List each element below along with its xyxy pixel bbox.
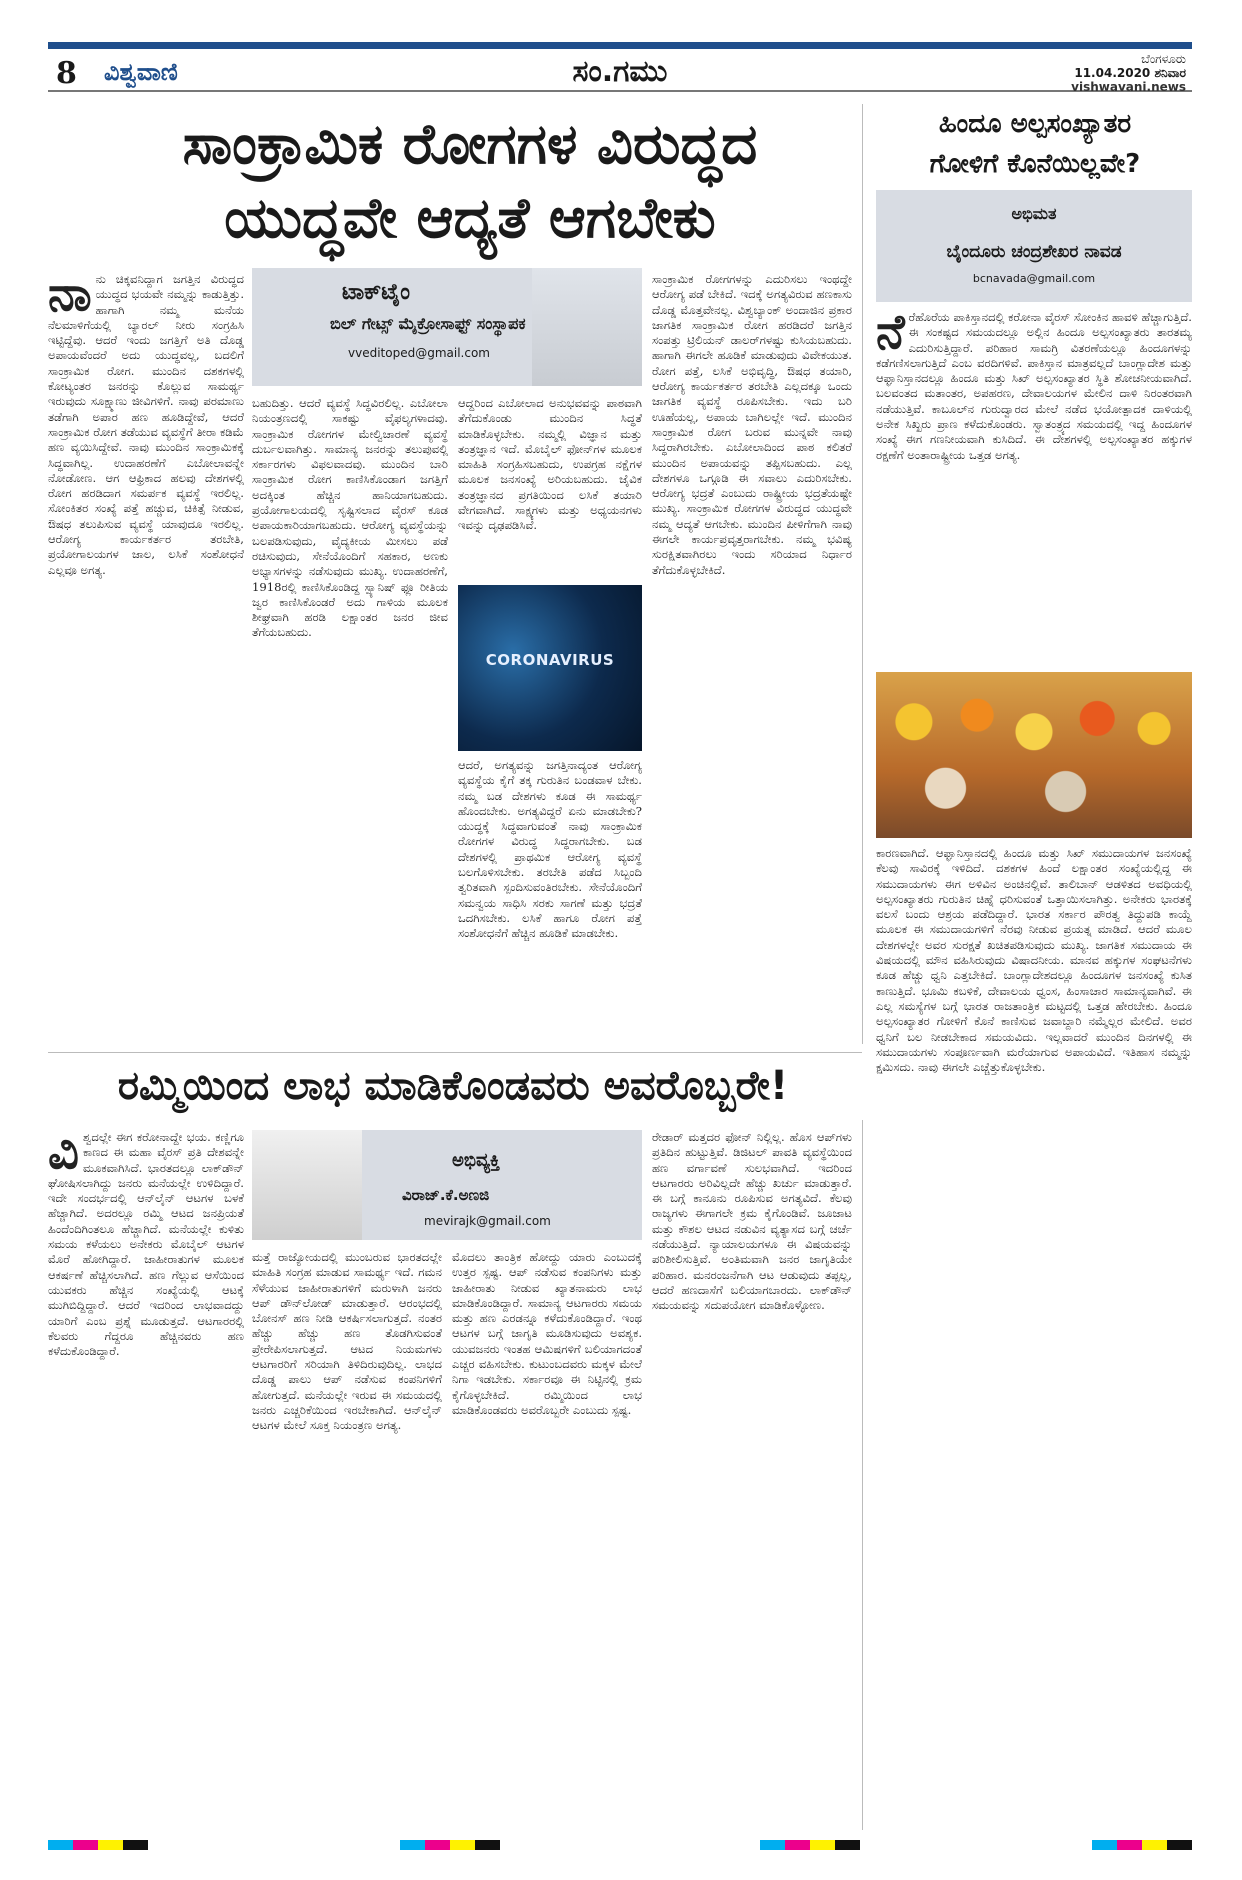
registration-marks	[760, 1840, 860, 1850]
second-byline-box	[252, 1130, 642, 1240]
author-email: bcnavada@gmail.com	[972, 272, 1096, 285]
opinion-col-2: ಕಾರಣವಾಗಿದೆ. ಆಫ್ಘಾನಿಸ್ತಾನದಲ್ಲಿ ಹಿಂದೂ ಮತ್ತು ಸಿಖ್ ಸಮುದಾಯಗಳ ಜನಸಂಖ್ಯೆ ಕೆಲವು ಸಾವಿರಕ್ಕೆ ಇಳಿದಿದೆ. ದಶಕಗಳ ಹಿಂದೆ ಲಕ್ಷಾಂತರ ಸಂಖ್ಯೆಯಲ್ಲಿದ್ದ ಈ ಸಮುದಾಯಗಳು ಈಗ ಅಳಿವಿನ ಅಂಚಿನಲ್ಲಿವೆ. ತಾಲಿಬಾನ್ ಆಡಳಿತದ ಅವಧಿಯಲ್ಲಿ ಅಲ್ಪಸಂಖ್ಯಾತರು ಗುರುತಿನ ಚಿಹ್ನೆ ಧರಿಸುವಂತೆ ಒತ್ತಾಯಿಸಲಾಗಿತ್ತು. ಅನೇಕರು ಭಾರತಕ್ಕೆ ವಲಸೆ ಬಂದು ಆಶ್ರಯ ಪಡೆದಿದ್ದಾರೆ. ಭಾರತ ಸರ್ಕಾರ ಪೌರತ್ವ ತಿದ್ದುಪಡಿ ಕಾಯ್ದೆ ಮೂಲಕ ಈ ಸಮುದಾಯಗಳಿಗೆ ನೆರವು ನೀಡುವ ಪ್ರಯತ್ನ ಮಾಡಿದೆ. ಆದರೆ ಮೂಲ ದೇಶಗಳಲ್ಲೇ ಅವರ ಸುರಕ್ಷತೆ ಖಚಿತಪಡಿಸುವುದು ಮುಖ್ಯ. ಜಾಗತಿಕ ಸಮುದಾಯ ಈ ವಿಷಯದಲ್ಲಿ ಮೌನ ವಹಿಸಿರುವುದು ವಿಷಾದನೀಯ. ಮಾನವ ಹಕ್ಕುಗಳ ಸಂಘಟನೆಗಳು ಕೂಡ ಹೆಚ್ಚು ಧ್ವನಿ ಎತ್ತಬೇಕಿದೆ. ಬಾಂಗ್ಲಾದೇಶದಲ್ಲೂ ಹಿಂದೂಗಳ ಜನಸಂಖ್ಯೆ ಕುಸಿತ ಕಾಣುತ್ತಿದೆ. ಭೂಮಿ ಕಬಳಿಕೆ, ದೇವಾಲಯ ಧ್ವಂಸ, ಹಿಂಸಾಚಾರ ಸಾಮಾನ್ಯವಾಗಿವೆ. ಈ ಎಲ್ಲ ಸಮಸ್ಯೆಗಳ ಬಗ್ಗೆ ಭಾರತ ರಾಜತಾಂತ್ರಿಕ ಮಟ್ಟದಲ್ಲಿ ಒತ್ತಡ ಹೇರಬೇಕು. ಹಿಂದೂ ಅಲ್ಪಸಂಖ್ಯಾತರ ಗೋಳಿಗೆ ಕೊನೆ ಕಾಣಿಸುವ ಜವಾಬ್ದಾರಿ ನಮ್ಮೆಲ್ಲರ ಮೇಲಿದೆ. ಅವರ ಧ್ವನಿಗೆ ಬಲ ನೀಡಬೇಕಾದ ಸಮಯವಿದು. ಇಲ್ಲವಾದರೆ ಮುಂದಿನ ದಿನಗಳಲ್ಲಿ ಈ ಸಮುದಾಯಗಳು ಸಂಪೂರ್ಣವಾಗಿ ಮರೆಯಾಗುವ ಅಪಾಯವಿದೆ. ಇತಿಹಾಸ ನಮ್ಮನ್ನು ಕ್ಷಮಿಸದು. ನಾವು ಈಗಲೇ ಎಚ್ಚೆತ್ತುಕೊಳ್ಳಬೇಕು.	[876, 846, 1192, 1075]
section-title: ಸಂ.ಗಮು	[572, 54, 668, 89]
opinion-headline-line2: ಗೋಳಿಗೆ ಕೊನೆಯಿಲ್ಲವೇ?	[929, 149, 1141, 179]
column-name: ಅಭಿವ್ಯಕ್ತಿ	[452, 1150, 500, 1171]
second-col-1-text: ಶ್ವದಲ್ಲೇ ಈಗ ಕರೋನಾದ್ದೇ ಭಯ. ಕಣ್ಣಿಗೂ ಕಾಣದ ಈ ಮಹಾ ವೈರಸ್ ಪ್ರತಿ ದೇಶವನ್ನೇ ಮೂಕವಾಗಿಸಿದೆ. ಭಾರತದಲ್ಲೂ ಲಾಕ್‌ಡೌನ್ ಘೋಷಿಸಲಾಗಿದ್ದು ಜನರು ಮನೆಯಲ್ಲೇ ಉಳಿದಿದ್ದಾರೆ. ಇದೇ ಸಂದರ್ಭದಲ್ಲಿ ಆನ್‌ಲೈನ್ ಆಟಗಳ ಬಳಕೆ ಹೆಚ್ಚಾಗಿದೆ. ಅದರಲ್ಲೂ ರಮ್ಮಿ ಆಟದ ಜನಪ್ರಿಯತೆ ಹಿಂದೆಂದಿಗಿಂತಲೂ ಹೆಚ್ಚಾಗಿದೆ. ಮನೆಯಲ್ಲೇ ಕುಳಿತು ಸಮಯ ಕಳೆಯಲು ಅನೇಕರು ಮೊಬೈಲ್ ಆಟಗಳ ಮೊರೆ ಹೋಗಿದ್ದಾರೆ. ಜಾಹೀರಾತುಗಳ ಮೂಲಕ ಆಕರ್ಷಣೆ ಹೆಚ್ಚಿಸಲಾಗಿದೆ. ಹಣ ಗೆಲ್ಲುವ ಆಸೆಯಿಂದ ಯುವಕರು ಹೆಚ್ಚಿನ ಸಂಖ್ಯೆಯಲ್ಲಿ ಆಟಕ್ಕೆ ಮುಗಿಬಿದ್ದಿದ್ದಾರೆ. ಆದರೆ ಇದರಿಂದ ಲಾಭವಾದದ್ದು ಯಾರಿಗೆ ಎಂಬ ಪ್ರಶ್ನೆ ಮೂಡುತ್ತದೆ. ಆಟಗಾರರಲ್ಲಿ ಕೆಲವರು ಗೆದ್ದರೂ ಹೆಚ್ಚಿನವರು ಹಣ ಕಳೆದುಕೊಂಡಿದ್ದಾರೆ.	[48, 1130, 244, 1359]
top-rule	[48, 42, 1192, 49]
column-name: ಟಾಕ್‌ಟೈಂ	[342, 280, 410, 305]
second-col-3: ಮೊದಲು ತಾಂತ್ರಿಕ ಹೋದ್ದು ಯಾರು ಎಂಬುದಕ್ಕೆ ಉತ್ತರ ಸ್ಪಷ್ಟ. ಆಪ್ ನಡೆಸುವ ಕಂಪನಿಗಳು ಮತ್ತು ಜಾಹೀರಾತು ನೀಡುವ ಖ್ಯಾತನಾಮರು ಲಾಭ ಮಾಡಿಕೊಂಡಿದ್ದಾರೆ. ಸಾಮಾನ್ಯ ಆಟಗಾರರು ಸಮಯ ಮತ್ತು ಹಣ ಎರಡನ್ನೂ ಕಳೆದುಕೊಂಡಿದ್ದಾರೆ. ಇಂಥ ಆಟಗಳ ಬಗ್ಗೆ ಜಾಗೃತಿ ಮೂಡಿಸುವುದು ಅವಶ್ಯಕ. ಯುವಜನರು ಇಂತಹ ಆಮಿಷಗಳಿಗೆ ಬಲಿಯಾಗದಂತೆ ಎಚ್ಚರ ವಹಿಸಬೇಕು. ಕುಟುಂಬದವರು ಮಕ್ಕಳ ಮೇಲೆ ನಿಗಾ ಇಡಬೇಕು. ಸರ್ಕಾರವೂ ಈ ನಿಟ್ಟಿನಲ್ಲಿ ಕ್ರಮ ಕೈಗೊಳ್ಳಬೇಕಿದೆ. ರಮ್ಮಿಯಿಂದ ಲಾಭ ಮಾಡಿಕೊಂಡವರು ಅವರೊಬ್ಬರೇ ಎಂಬುದು ಸ್ಪಷ್ಟ.	[452, 1250, 642, 1417]
page-number: 8	[56, 56, 77, 91]
author: ಬೈಂದೂರು ಚಂದ್ರಶೇಖರ ನಾವಡ	[946, 242, 1122, 262]
opinion-headline	[880, 104, 1190, 184]
opinion-headline-line1: ಹಿಂದೂ ಅಲ್ಪಸಂಖ್ಯಾತರ	[938, 109, 1132, 139]
date: 11.04.2020 ಶನಿವಾರ	[1074, 66, 1186, 80]
second-col-4: ರೇಡಾರ್ ಮತ್ತದರ ಫೋನ್ ನಿಲ್ಲಿಲ್ಲ. ಹೊಸ ಆಪ್‌ಗಳು ಪ್ರತಿದಿನ ಹುಟ್ಟುತ್ತಿವೆ. ಡಿಜಿಟಲ್ ಪಾವತಿ ವ್ಯವಸ್ಥೆಯಿಂದ ಹಣ ವರ್ಗಾವಣೆ ಸುಲಭವಾಗಿದೆ. ಇದರಿಂದ ಆಟಗಾರರು ಅರಿವಿಲ್ಲದೇ ಹೆಚ್ಚು ಖರ್ಚು ಮಾಡುತ್ತಾರೆ. ಈ ಬಗ್ಗೆ ಕಾನೂನು ರೂಪಿಸುವ ಅಗತ್ಯವಿದೆ. ಕೆಲವು ರಾಜ್ಯಗಳು ಈಗಾಗಲೇ ಕ್ರಮ ಕೈಗೊಂಡಿವೆ. ಜೂಜಾಟ ಮತ್ತು ಕೌಶಲ ಆಟದ ನಡುವಿನ ವ್ಯತ್ಯಾಸದ ಬಗ್ಗೆ ಚರ್ಚೆ ನಡೆಯುತ್ತಿದೆ. ನ್ಯಾಯಾಲಯಗಳೂ ಈ ವಿಷಯವನ್ನು ಪರಿಶೀಲಿಸುತ್ತಿವೆ. ಅಂತಿಮವಾಗಿ ಜನರ ಜಾಗೃತಿಯೇ ಪರಿಹಾರ. ಮನರಂಜನೆಗಾಗಿ ಆಟ ಆಡುವುದು ತಪ್ಪಲ್ಲ, ಆದರೆ ಹಣದಾಸೆಗೆ ಬಲಿಯಾಗಬಾರದು. ಲಾಕ್‌ಡೌನ್ ಸಮಯವನ್ನು ಸದುಪಯೋಗ ಮಾಡಿಕೊಳ್ಳೋಣ.	[652, 1130, 852, 1313]
author: ಬಿಲ್ ಗೇಟ್ಸ್ ಮೈಕ್ರೋಸಾಫ್ಟ್ ಸಂಸ್ಥಾಪಕ	[330, 314, 526, 333]
lead-col-3b: ಆದರೆ, ಅಗತ್ಯವನ್ನು ಜಗತ್ತಿನಾದ್ಯಂತ ಆರೋಗ್ಯ ವ್ಯವಸ್ಥೆಯ ಕೈಗೆ ತಕ್ಕ ಗುರುತಿನ ಬಂಡವಾಳ ಬೇಕು. ನಮ್ಮ ಬಡ ದೇಶಗಳು ಕೂಡ ಈ ಸಾಮರ್ಥ್ಯ ಹೊಂದಬೇಕು. ಅಗತ್ಯವಿದ್ದರೆ ಏನು ಮಾಡಬೇಕು? ಯುದ್ಧಕ್ಕೆ ಸಿದ್ಧವಾಗುವಂತೆ ನಾವು ಸಾಂಕ್ರಾಮಿಕ ರೋಗಗಳ ವಿರುದ್ಧ ಸಿದ್ಧರಾಗಬೇಕು. ಬಡ ದೇಶಗಳಲ್ಲಿ ಪ್ರಾಥಮಿಕ ಆರೋಗ್ಯ ವ್ಯವಸ್ಥೆ ಬಲಗೊಳಿಸಬೇಕು. ತರಬೇತಿ ಪಡೆದ ಸಿಬ್ಬಂದಿ ತ್ವರಿತವಾಗಿ ಸ್ಪಂದಿಸುವಂತಿರಬೇಕು. ಸೇನೆಯೊಂದಿಗೆ ಸಮನ್ವಯ ಸಾಧಿಸಿ ಸರಕು ಸಾಗಣೆ ಮತ್ತು ಭದ್ರತೆ ಒದಗಿಸಬೇಕು. ಲಸಿಕೆ ಹಾಗೂ ರೋಗ ಪತ್ತೆ ಸಂಶೋಧನೆಗೆ ಹೆಚ್ಚಿನ ಹೂಡಿಕೆ ಮಾಡಬೇಕು.	[458, 758, 642, 941]
lead-col-2: ಬಹುದಿತ್ತು. ಆದರೆ ವ್ಯವಸ್ಥೆ ಸಿದ್ಧವಿರಲಿಲ್ಲ. ಎಬೋಲಾ ನಿಯಂತ್ರಣದಲ್ಲಿ ಸಾಕಷ್ಟು ವೈಫಲ್ಯಗಳಾದವು. ಸಾಂಕ್ರಾಮಿಕ ರೋಗಗಳ ಮೇಲ್ವಿಚಾರಣೆ ವ್ಯವಸ್ಥೆ ದುರ್ಬಲವಾಗಿತ್ತು. ಸಾಮಾನ್ಯ ಜನರನ್ನು ತಲುಪುವಲ್ಲಿ ಸರ್ಕಾರಗಳು ವಿಫಲವಾದವು. ಮುಂದಿನ ಬಾರಿ ಸಾಂಕ್ರಾಮಿಕ ರೋಗ ಕಾಣಿಸಿಕೊಂಡಾಗ ಜಗತ್ತಿಗೆ ಅದಕ್ಕಿಂತ ಹೆಚ್ಚಿನ ಹಾನಿಯಾಗಬಹುದು. ಪ್ರಯೋಗಾಲಯದಲ್ಲಿ ಸೃಷ್ಟಿಸಲಾದ ವೈರಸ್ ಕೂಡ ಅಪಾಯಕಾರಿಯಾಗಬಹುದು. ಆರೋಗ್ಯ ವ್ಯವಸ್ಥೆಯನ್ನು ಬಲಪಡಿಸುವುದು, ವೈದ್ಯಕೀಯ ಮೀಸಲು ಪಡೆ ರಚಿಸುವುದು, ಸೇನೆಯೊಂದಿಗೆ ಸಹಕಾರ, ಅಣಕು ಅಭ್ಯಾಸಗಳನ್ನು ನಡೆಸುವುದು ಮುಖ್ಯ. ಉದಾಹರಣೆಗೆ, 1918ರಲ್ಲಿ ಕಾಣಿಸಿಕೊಂಡಿದ್ದ ಸ್ಪ್ಯಾನಿಷ್ ಫ್ಲೂ ರೀತಿಯ ಜ್ವರ ಕಾಣಿಸಿಕೊಂಡರೆ ಅದು ಗಾಳಿಯ ಮೂಲಕ ಶೀಘ್ರವಾಗಿ ಹರಡಿ ಲಕ್ಷಾಂತರ ಜನರ ಜೀವ ತೆಗೆಯಬಹುದು.	[252, 396, 448, 640]
author-email: vveditoped@gmail.com	[348, 346, 490, 360]
opinion-col-1	[876, 310, 1192, 666]
lead-headline-line1: ಸಾಂಕ್ರಾಮಿಕ ರೋಗಗಳ ವಿರುದ್ಧದ	[182, 112, 758, 177]
masthead-meta	[1071, 52, 1186, 94]
crowd-photo	[876, 672, 1192, 838]
lead-col-1-text: ನು ಚಿಕ್ಕವನಿದ್ದಾಗ ಜಗತ್ತಿನ ವಿರುದ್ಧದ ಯುದ್ಧದ ಭಯವೇ ನಮ್ಮನ್ನು ಕಾಡುತ್ತಿತ್ತು. ಹಾಗಾಗಿ ನಮ್ಮ ಮನೆಯ ನೆಲಮಾಳಿಗೆಯಲ್ಲಿ ಬ್ಯಾರಲ್ ನೀರು ಸಂಗ್ರಹಿಸಿ ಇಟ್ಟಿದ್ದೆವು. ಆದರೆ ಇಂದು ಜಗತ್ತಿಗೆ ಅತಿ ದೊಡ್ಡ ಅಪಾಯವೆಂದರೆ ಅದು ಯುದ್ಧವಲ್ಲ, ಬದಲಿಗೆ ಸಾಂಕ್ರಾಮಿಕ ರೋಗ. ಮುಂದಿನ ದಶಕಗಳಲ್ಲಿ ಕೋಟ್ಯಂತರ ಜನರನ್ನು ಕೊಲ್ಲುವ ಸಾಮರ್ಥ್ಯ ಇರುವುದು ಸೂಕ್ಷ್ಮಾಣು ಜೀವಿಗಳಿಗೆ. ನಾವು ಪರಮಾಣು ತಡೆಗಾಗಿ ಅಪಾರ ಹಣ ಹೂಡಿದ್ದೇವೆ, ಆದರೆ ಸಾಂಕ್ರಾಮಿಕ ರೋಗ ತಡೆಯುವ ವ್ಯವಸ್ಥೆಗೆ ತೀರಾ ಕಡಿಮೆ ಹಣ ವ್ಯಯಿಸಿದ್ದೇವೆ. ನಾವು ಮುಂದಿನ ಸಾಂಕ್ರಾಮಿಕಕ್ಕೆ ಸಿದ್ಧವಾಗಿಲ್ಲ. ಉದಾಹರಣೆಗೆ ಎಬೋಲಾವನ್ನೇ ನೋಡೋಣ. ಆಗ ಆಫ್ರಿಕಾದ ಹಲವು ದೇಶಗಳಲ್ಲಿ ರೋಗ ಹರಡಿದಾಗ ಸಮರ್ಪಕ ವ್ಯವಸ್ಥೆ ಇರಲಿಲ್ಲ. ಸೋಂಕಿತರ ಸಂಖ್ಯೆ ಪತ್ತೆ ಹಚ್ಚುವ, ಚಿಕಿತ್ಸೆ ನೀಡುವ, ಔಷಧ ತಲುಪಿಸುವ ವ್ಯವಸ್ಥೆ ಯಾವುದೂ ಇರಲಿಲ್ಲ. ಆರೋಗ್ಯ ಕಾರ್ಯಕರ್ತರ ತರಬೇತಿ, ಪ್ರಯೋಗಾಲಯಗಳ ಜಾಲ, ಲಸಿಕೆ ಸಂಶೋಧನೆ ಎಲ್ಲವೂ ಅಗತ್ಯ.	[48, 272, 244, 577]
registration-marks	[400, 1840, 500, 1850]
column-name: ಅಭಿಮತ	[1011, 204, 1057, 223]
author-photo	[252, 1130, 362, 1240]
city: ಬೆಂಗಳೂರು	[1141, 52, 1186, 66]
dropcap: ನಾ	[48, 272, 92, 322]
registration-marks	[48, 1840, 148, 1850]
column-rule	[862, 1120, 863, 1830]
opinion-col-1-text: ರೆಹೊರೆಯ ಪಾಕಿಸ್ತಾನದಲ್ಲಿ ಕರೋನಾ ವೈರಸ್ ಸೋಂಕಿನ ಹಾವಳಿ ಹೆಚ್ಚಾಗುತ್ತಿದೆ. ಈ ಸಂಕಷ್ಟದ ಸಮಯದಲ್ಲೂ ಅಲ್ಲಿನ ಹಿಂದೂ ಅಲ್ಪಸಂಖ್ಯಾತರು ತಾರತಮ್ಯ ಎದುರಿಸುತ್ತಿದ್ದಾರೆ. ಪರಿಹಾರ ಸಾಮಗ್ರಿ ವಿತರಣೆಯಲ್ಲೂ ಹಿಂದೂಗಳನ್ನು ಕಡೆಗಣಿಸಲಾಗುತ್ತಿದೆ ಎಂಬ ವರದಿಗಳಿವೆ. ಪಾಕಿಸ್ತಾನ ಮಾತ್ರವಲ್ಲದೆ ಬಾಂಗ್ಲಾದೇಶ ಮತ್ತು ಆಫ್ಘಾನಿಸ್ತಾನದಲ್ಲೂ ಹಿಂದೂ ಮತ್ತು ಸಿಖ್ ಅಲ್ಪಸಂಖ್ಯಾತರ ಸ್ಥಿತಿ ಶೋಚನೀಯವಾಗಿದೆ. ಬಲವಂತದ ಮತಾಂತರ, ಅಪಹರಣ, ದೇವಾಲಯಗಳ ಮೇಲಿನ ದಾಳಿ ನಿರಂತರವಾಗಿ ನಡೆಯುತ್ತಿವೆ. ಕಾಬೂಲ್‌ನ ಗುರುದ್ವಾರದ ಮೇಲೆ ನಡೆದ ಭಯೋತ್ಪಾದಕ ದಾಳಿಯಲ್ಲಿ ಅನೇಕ ಸಿಖ್ಖರು ಪ್ರಾಣ ಕಳೆದುಕೊಂಡರು. ಸ್ವಾತಂತ್ರ್ಯದ ಸಮಯದಲ್ಲಿ ಇದ್ದ ಹಿಂದೂಗಳ ಸಂಖ್ಯೆ ಈಗ ಗಣನೀಯವಾಗಿ ಕುಸಿದಿದೆ. ಈ ದೇಶಗಳಲ್ಲಿ ಅಲ್ಪಸಂಖ್ಯಾತರ ಹಕ್ಕುಗಳ ರಕ್ಷಣೆಗೆ ಅಂತಾರಾಷ್ಟ್ರೀಯ ಒತ್ತಡ ಅಗತ್ಯ.	[876, 310, 1192, 462]
section-rule	[48, 1052, 862, 1053]
brand-logo: ವಿಶ್ವವಾಣಿ	[104, 58, 178, 86]
lead-col-3: ಆದ್ದರಿಂದ ಎಬೋಲಾದ ಅನುಭವವನ್ನು ಪಾಠವಾಗಿ ತೆಗೆದುಕೊಂಡು ಮುಂದಿನ ಸಿದ್ಧತೆ ಮಾಡಿಕೊಳ್ಳಬೇಕು. ನಮ್ಮಲ್ಲಿ ವಿಜ್ಞಾನ ಮತ್ತು ತಂತ್ರಜ್ಞಾನ ಇದೆ. ಮೊಬೈಲ್ ಫೋನ್‌ಗಳ ಮೂಲಕ ಮಾಹಿತಿ ಸಂಗ್ರಹಿಸಬಹುದು, ಉಪಗ್ರಹ ನಕ್ಷೆಗಳ ಮೂಲಕ ಜನಸಂಖ್ಯೆ ಅರಿಯಬಹುದು. ಜೈವಿಕ ತಂತ್ರಜ್ಞಾನದ ಪ್ರಗತಿಯಿಂದ ಲಸಿಕೆ ತಯಾರಿ ವೇಗವಾಗಿದೆ. ಸಾಕ್ಷ್ಯಗಳು ಮತ್ತು ಅಧ್ಯಯನಗಳು ಇವನ್ನು ದೃಢಪಡಿಸಿವೆ.	[458, 396, 642, 533]
masthead	[48, 52, 1192, 92]
opinion-byline-box	[876, 190, 1192, 302]
lead-headline-line2: ಯುದ್ಧವೇ ಆದ್ಯತೆ ಆಗಬೇಕು	[224, 186, 716, 251]
author-email: mevirajk@gmail.com	[424, 1214, 551, 1228]
registration-marks	[1092, 1840, 1192, 1850]
author-photo	[532, 268, 642, 386]
lead-col-1	[48, 272, 244, 1042]
website: vishwavani.news	[1071, 80, 1186, 94]
dropcap: ನೆ	[876, 310, 905, 360]
coronavirus-image-text: CORONAVIRUS	[485, 651, 615, 669]
dropcap: ವಿ	[48, 1130, 79, 1180]
column-rule	[862, 104, 863, 1044]
lead-headline	[100, 108, 840, 256]
byline-box	[252, 268, 642, 386]
lead-col-4: ಸಾಂಕ್ರಾಮಿಕ ರೋಗಗಳನ್ನು ಎದುರಿಸಲು ಇಂಥದ್ದೇ ಆರೋಗ್ಯ ಪಡೆ ಬೇಕಿದೆ. ಇದಕ್ಕೆ ಅಗತ್ಯವಿರುವ ಹಣಕಾಸು ದೊಡ್ಡ ಮೊತ್ತವೇನಲ್ಲ. ವಿಶ್ವಬ್ಯಾಂಕ್ ಅಂದಾಜಿನ ಪ್ರಕಾರ ಜಾಗತಿಕ ಸಾಂಕ್ರಾಮಿಕ ರೋಗ ಹರಡಿದರೆ ಜಗತ್ತಿನ ಸಂಪತ್ತು ಟ್ರಿಲಿಯನ್ ಡಾಲರ್‌ಗಳಷ್ಟು ಕುಸಿಯಬಹುದು. ಹಾಗಾಗಿ ಈಗಲೇ ಹೂಡಿಕೆ ಮಾಡುವುದು ವಿವೇಕಯುತ. ರೋಗ ಪತ್ತೆ, ಲಸಿಕೆ ಅಭಿವೃದ್ಧಿ, ಔಷಧ ತಯಾರಿ, ಆರೋಗ್ಯ ಕಾರ್ಯಕರ್ತರ ತರಬೇತಿ ಎಲ್ಲದಕ್ಕೂ ಒಂದು ಜಾಗತಿಕ ವ್ಯವಸ್ಥೆ ರೂಪಿಸಬೇಕು. ಇದು ಬರಿ ಊಹೆಯಲ್ಲ, ಅಪಾಯ ಬಾಗಿಲಲ್ಲೇ ಇದೆ. ಮುಂದಿನ ಸಾಂಕ್ರಾಮಿಕ ರೋಗ ಬರುವ ಮುನ್ನವೇ ನಾವು ಸಿದ್ಧರಾಗಿರಬೇಕು. ಎಬೋಲಾದಿಂದ ಪಾಠ ಕಲಿತರೆ ಮುಂದಿನ ಅಪಾಯವನ್ನು ತಪ್ಪಿಸಬಹುದು. ಎಲ್ಲ ದೇಶಗಳೂ ಒಗ್ಗೂಡಿ ಈ ಸವಾಲು ಎದುರಿಸಬೇಕು. ಆರೋಗ್ಯ ಭದ್ರತೆ ಎಂಬುದು ರಾಷ್ಟ್ರೀಯ ಭದ್ರತೆಯಷ್ಟೇ ಮುಖ್ಯ. ಸಾಂಕ್ರಾಮಿಕ ರೋಗಗಳ ವಿರುದ್ಧದ ಯುದ್ಧವೇ ನಮ್ಮ ಆದ್ಯತೆ ಆಗಬೇಕು. ಮುಂದಿನ ಪೀಳಿಗೆಗಾಗಿ ನಾವು ಈಗಲೇ ಕಾರ್ಯಪ್ರವೃತ್ತರಾಗಬೇಕು. ನಮ್ಮ ಭವಿಷ್ಯ ಸುರಕ್ಷಿತವಾಗಿರಲು ಇಂದು ಸರಿಯಾದ ನಿರ್ಧಾರ ತೆಗೆದುಕೊಳ್ಳಬೇಕಿದೆ.	[652, 272, 852, 577]
second-col-1	[48, 1130, 244, 1830]
second-headline: ರಮ್ಮಿಯಿಂದ ಲಾಭ ಮಾಡಿಕೊಂಡವರು ಅವರೊಬ್ಬರೇ!	[117, 1063, 789, 1109]
coronavirus-image	[458, 585, 642, 751]
author: ವಿರಾಜ್.ಕೆ.ಅಣಜಿ	[402, 1186, 490, 1204]
second-col-2: ಮತ್ತೆ ರಾಜ್ಯೋಯದಲ್ಲಿ ಮುಂಬರುವ ಭಾರತದಲ್ಲೇ ಮಾಹಿತಿ ಸಂಗ್ರಹ ಮಾಡುವ ಸಾಮರ್ಥ್ಯ ಇದೆ. ಗಮನ ಸೆಳೆಯುವ ಜಾಹೀರಾತುಗಳಿಗೆ ಮರುಳಾಗಿ ಜನರು ಆಪ್ ಡೌನ್‌ಲೋಡ್ ಮಾಡುತ್ತಾರೆ. ಆರಂಭದಲ್ಲಿ ಬೋನಸ್ ಹಣ ನೀಡಿ ಆಕರ್ಷಿಸಲಾಗುತ್ತದೆ. ನಂತರ ಹೆಚ್ಚು ಹೆಚ್ಚು ಹಣ ತೊಡಗಿಸುವಂತೆ ಪ್ರೇರೇಪಿಸಲಾಗುತ್ತದೆ. ಆಟದ ನಿಯಮಗಳು ಆಟಗಾರರಿಗೆ ಸರಿಯಾಗಿ ತಿಳಿದಿರುವುದಿಲ್ಲ. ಲಾಭದ ದೊಡ್ಡ ಪಾಲು ಆಪ್ ನಡೆಸುವ ಕಂಪನಿಗಳಿಗೆ ಹೋಗುತ್ತದೆ. ಮನೆಯಲ್ಲೇ ಇರುವ ಈ ಸಮಯದಲ್ಲಿ ಜನರು ಎಚ್ಚರಿಕೆಯಿಂದ ಇರಬೇಕಾಗಿದೆ. ಆನ್‌ಲೈನ್ ಆಟಗಳ ಮೇಲೆ ಸೂಕ್ತ ನಿಯಂತ್ರಣ ಅಗತ್ಯ.	[252, 1250, 442, 1433]
